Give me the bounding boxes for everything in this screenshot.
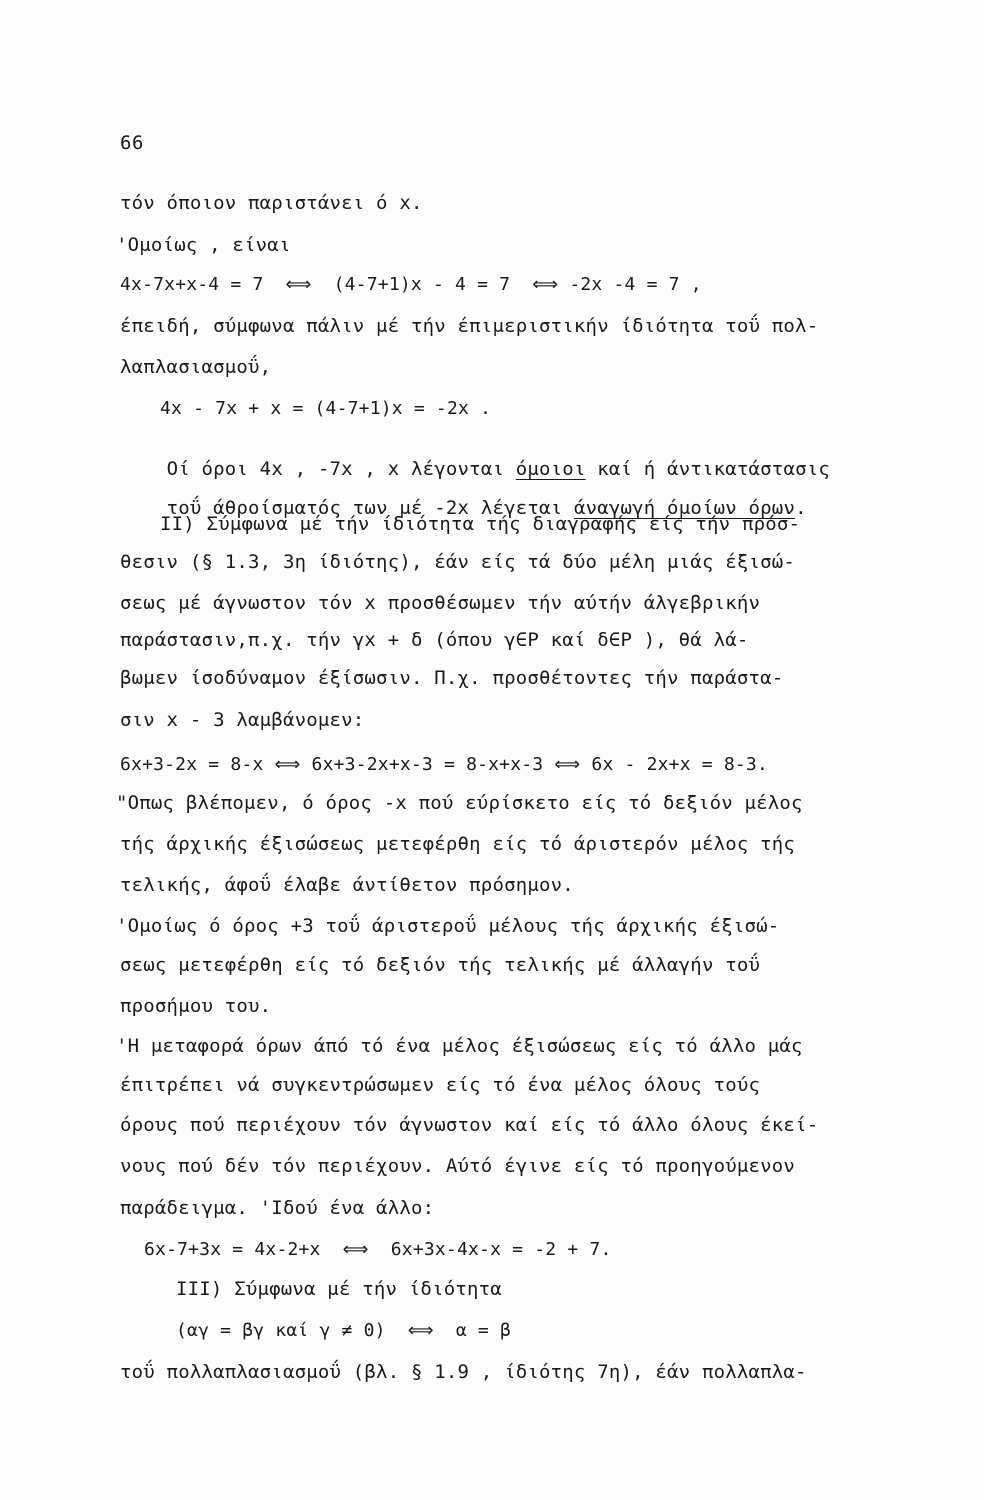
text-line: προσήμου του. bbox=[120, 995, 272, 1017]
text-line: τής άρχικής έξισώσεως μετεφέρθη είς τό άριστερόν μέλος τής bbox=[120, 833, 796, 855]
underlined-term: άναγωγή όμοίων όρων bbox=[573, 497, 796, 519]
text-line: III) Σύμφωνα μέ τήν ίδιότητα bbox=[176, 1278, 502, 1300]
text-line: έπειδή, σύμφωνα πάλιν μέ τήν έπιμεριστικήν ίδιότητα τοΰ πολ- bbox=[120, 315, 819, 337]
equation-line: 6x-7+3x = 4x-2+x ⟺ 6x+3x-4x-x = -2 + 7. bbox=[144, 1239, 612, 1260]
text-segment: . bbox=[795, 497, 807, 519]
text-segment: Οί όροι 4x , -7x , x λέγονται bbox=[166, 458, 516, 480]
text-line: "Οπως βλέπομεν, ό όρος -x πού εύρίσκετο είς τό δεξιόν μέλος bbox=[116, 792, 803, 814]
text-line: σεως μέ άγνωστον τόν x προσθέσωμεν τήν αύτήν άλγεβρικήν bbox=[120, 592, 761, 614]
text-line: νους πού δέν τόν περιέχουν. Αύτό έγινε είς τό προηγούμενον bbox=[120, 1155, 796, 1177]
text-line: βωμεν ίσοδύναμον έξίσωσιν. Π.χ. προσθέτοντες τήν παράστα- bbox=[120, 667, 784, 689]
equation-line: 6x+3-2x = 8-x ⟺ 6x+3-2x+x-3 = 8-x+x-3 ⟺ 6x - 2x+x = 8-3. bbox=[120, 754, 769, 775]
text-line: έπιτρέπει νά συγκεντρώσωμεν είς τό ένα μέλος όλους τούς bbox=[120, 1074, 761, 1096]
text-line: 'Ομοίως , είναι bbox=[116, 234, 291, 256]
text-segment: καί ή άντικατάστασις bbox=[585, 458, 830, 480]
text-line: όρους πού περιέχουν τόν άγνωστον καί είς τό άλλο όλους έκεί- bbox=[120, 1114, 819, 1136]
equation-line: 4x - 7x + x = (4-7+1)x = -2x . bbox=[160, 398, 492, 419]
text-line: τοΰ πολλαπλασιασμοΰ (βλ. § 1.9 , ίδιότης 7η), έάν πολλαπλα- bbox=[120, 1361, 807, 1383]
text-line: παράδειγμα. 'Ιδού ένα άλλο: bbox=[120, 1197, 435, 1219]
text-line: τελικής, άφοΰ έλαβε άντίθετον πρόσημον. bbox=[120, 874, 574, 896]
underlined-term: όμοιοι bbox=[515, 458, 586, 480]
text-line: παράστασιν,π.χ. τήν γx + δ (όπου γ∈P καί δ∈P ), θά λά- bbox=[120, 629, 749, 651]
text-line: 'Η μεταφορά όρων άπό τό ένα μέλος έξισώσεως είς τό άλλο μάς bbox=[116, 1035, 803, 1057]
text-segment: τοΰ άθροίσματός των μέ -2x λέγεται bbox=[166, 497, 574, 519]
equation-line: (αγ = βγ καί γ ≠ 0) ⟺ α = β bbox=[176, 1320, 512, 1341]
text-line: θεσιν (§ 1.3, 3η ίδιότης), έάν είς τά δύο μέλη μιάς έξισώ- bbox=[120, 551, 796, 573]
text-line: λαπλασιασμοΰ, bbox=[120, 356, 272, 378]
text-line: 'Ομοίως ό όρος +3 τοΰ άριστεροΰ μέλους τής άρχικής έξισώ- bbox=[116, 915, 780, 937]
text-line: II) Σύμφωνα μέ τήν ίδιότητα τής διαγραφής είς τήν πρόσ- bbox=[160, 513, 801, 535]
equation-line: 4x-7x+x-4 = 7 ⟺ (4-7+1)x - 4 = 7 ⟺ -2x -4 = 7 , bbox=[120, 274, 702, 295]
text-line: σιν x - 3 λαμβάνομεν: bbox=[120, 709, 365, 731]
page-number: 66 bbox=[120, 132, 144, 154]
text-line: σεως μετεφέρθη είς τό δεξιόν τής τελικής μέ άλλαγήν τοΰ bbox=[120, 954, 761, 976]
text-line: τόν όποιον παριστάνει ό x. bbox=[120, 192, 423, 214]
